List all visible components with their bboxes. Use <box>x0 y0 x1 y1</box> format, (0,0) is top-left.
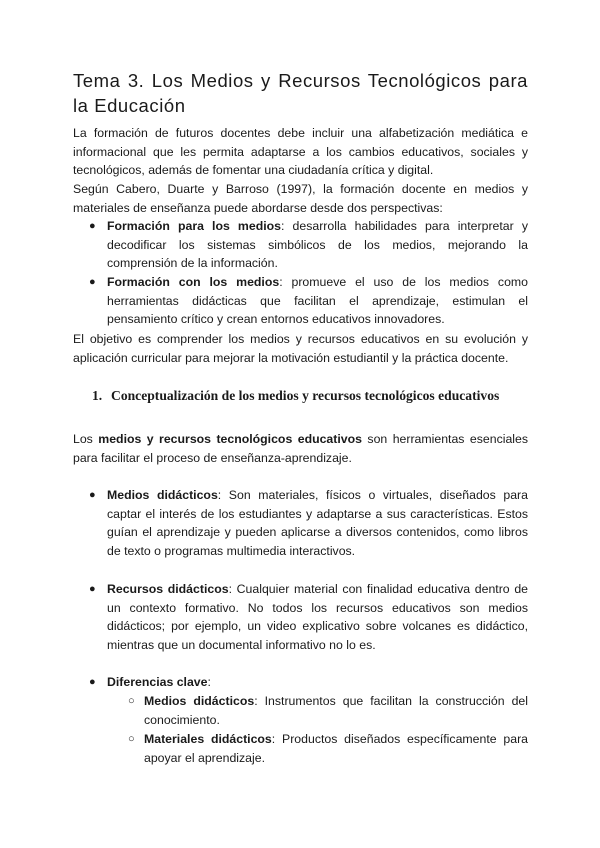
sub-bullet-icon: ○ <box>128 733 135 745</box>
bullet-icon: ● <box>89 276 96 288</box>
page-title: Tema 3. Los Medios y Recursos Tecnológicos para la Educación <box>73 70 528 116</box>
list-item-text: : desarrolla habilidades para interpretar y decodificar los sistemas simbólicos de los medios, mejorando la comprensión de la información. <box>107 219 528 271</box>
bullet-icon: ● <box>89 676 96 688</box>
bullet-icon: ● <box>89 220 96 232</box>
list-item-term: Diferencias clave <box>107 675 208 689</box>
section-lead-paragraph <box>73 430 528 467</box>
lead-text: son herramientas esenciales para facilitar el proceso de enseñanza-aprendizaje. <box>73 432 529 465</box>
intro-paragraph-2: Según Cabero, Duarte y Barroso (1997), la formación docente en medios y materiales de enseñanza puede abordarse desde dos perspectivas: <box>73 182 528 215</box>
list-item-text: : Cualquier material con finalidad educativa dentro de un contexto formativo. No todos los recursos educativos son medios didácticos; por ejemplo, un video explicativo sobre volcanes es didáctico, mientras que un documental informativo no lo es. <box>107 582 528 652</box>
bullet-icon: ● <box>89 583 96 595</box>
section-title: Conceptualización de los medios y recursos tecnológicos educativos <box>111 388 500 403</box>
list-item-text: : Son materiales, físicos o virtuales, diseñados para captar el interés de los estudiantes y adaptarse a sus características. Estos guían el aprendizaje y pueden aplicarse a diversos contenidos, como libros de texto o programas multimedia interactivos. <box>107 488 528 558</box>
list-item-diferencias-clave <box>107 673 528 692</box>
list-item-text: : promueve el uso de los medios como herramientas didácticas que facilitan el aprendizaje, estimulan el pensamiento crítico y crean entornos educativos innovadores. <box>107 275 528 327</box>
section-heading <box>92 387 532 405</box>
sub-bullet-icon: ○ <box>128 695 135 707</box>
sub-list-item-term: Materiales didácticos <box>144 732 272 746</box>
list-item-text: : <box>207 675 211 689</box>
list-item-formacion-para <box>107 217 528 273</box>
lead-bold-text: medios y recursos tecnológicos educativos <box>98 432 362 446</box>
sub-list-item-medios <box>144 692 528 729</box>
list-item-term: Recursos didácticos <box>107 582 229 596</box>
lead-text: Los <box>73 432 99 446</box>
intro-paragraph-1: La formación de futuros docentes debe incluir una alfabetización mediática e informacional que les permita adaptarse a los cambios educativos, sociales y tecnológicos, además de fomentar una ciudadanía crítica y digital. <box>73 126 528 178</box>
sub-list-item-text: : Productos diseñados específicamente para apoyar el aprendizaje. <box>144 732 528 765</box>
list-item-term: Medios didácticos <box>107 488 218 502</box>
intro-paragraph-3: El objetivo es comprender los medios y recursos educativos en su evolución y aplicación curricular para mejorar la motivación estudiantil y la práctica docente. <box>73 332 528 365</box>
sub-list-item-term: Medios didácticos <box>144 694 255 708</box>
sub-list-item-text: : Instrumentos que facilitan la construcción del conocimiento. <box>144 694 528 727</box>
list-item-term: Formación con los medios <box>107 275 280 289</box>
bullet-icon: ● <box>89 489 96 501</box>
list-item-formacion-con <box>107 273 528 329</box>
list-item-medios-didacticos <box>107 486 528 560</box>
list-item-term: Formación para los medios <box>107 219 281 233</box>
sub-list-item-materiales <box>144 730 528 767</box>
section-number: 1. <box>92 388 103 403</box>
list-item-recursos-didacticos <box>107 580 528 654</box>
